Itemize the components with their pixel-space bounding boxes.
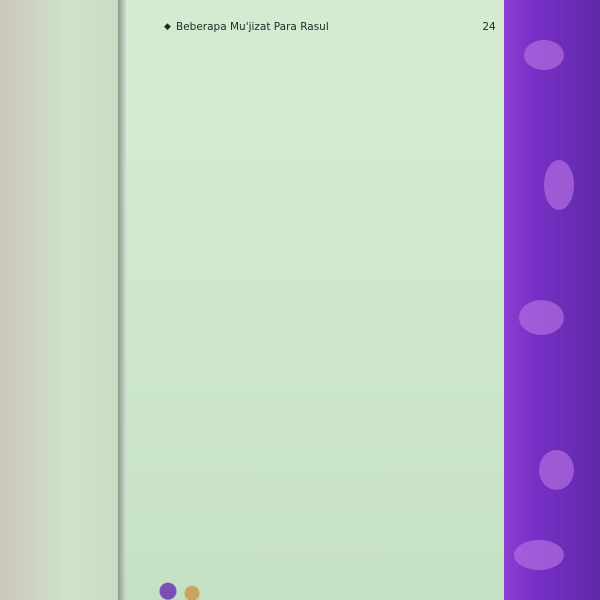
decorative-border [504,0,600,600]
left-page [0,0,122,600]
toc-item [126,20,504,34]
decorative-ornament [150,578,210,600]
item-title: Beberapa Mu'jizat Para Rasul [176,21,329,33]
bullet-icon: ◆ [164,22,171,32]
page-number: 24 [482,21,496,33]
toc-page [126,0,504,600]
